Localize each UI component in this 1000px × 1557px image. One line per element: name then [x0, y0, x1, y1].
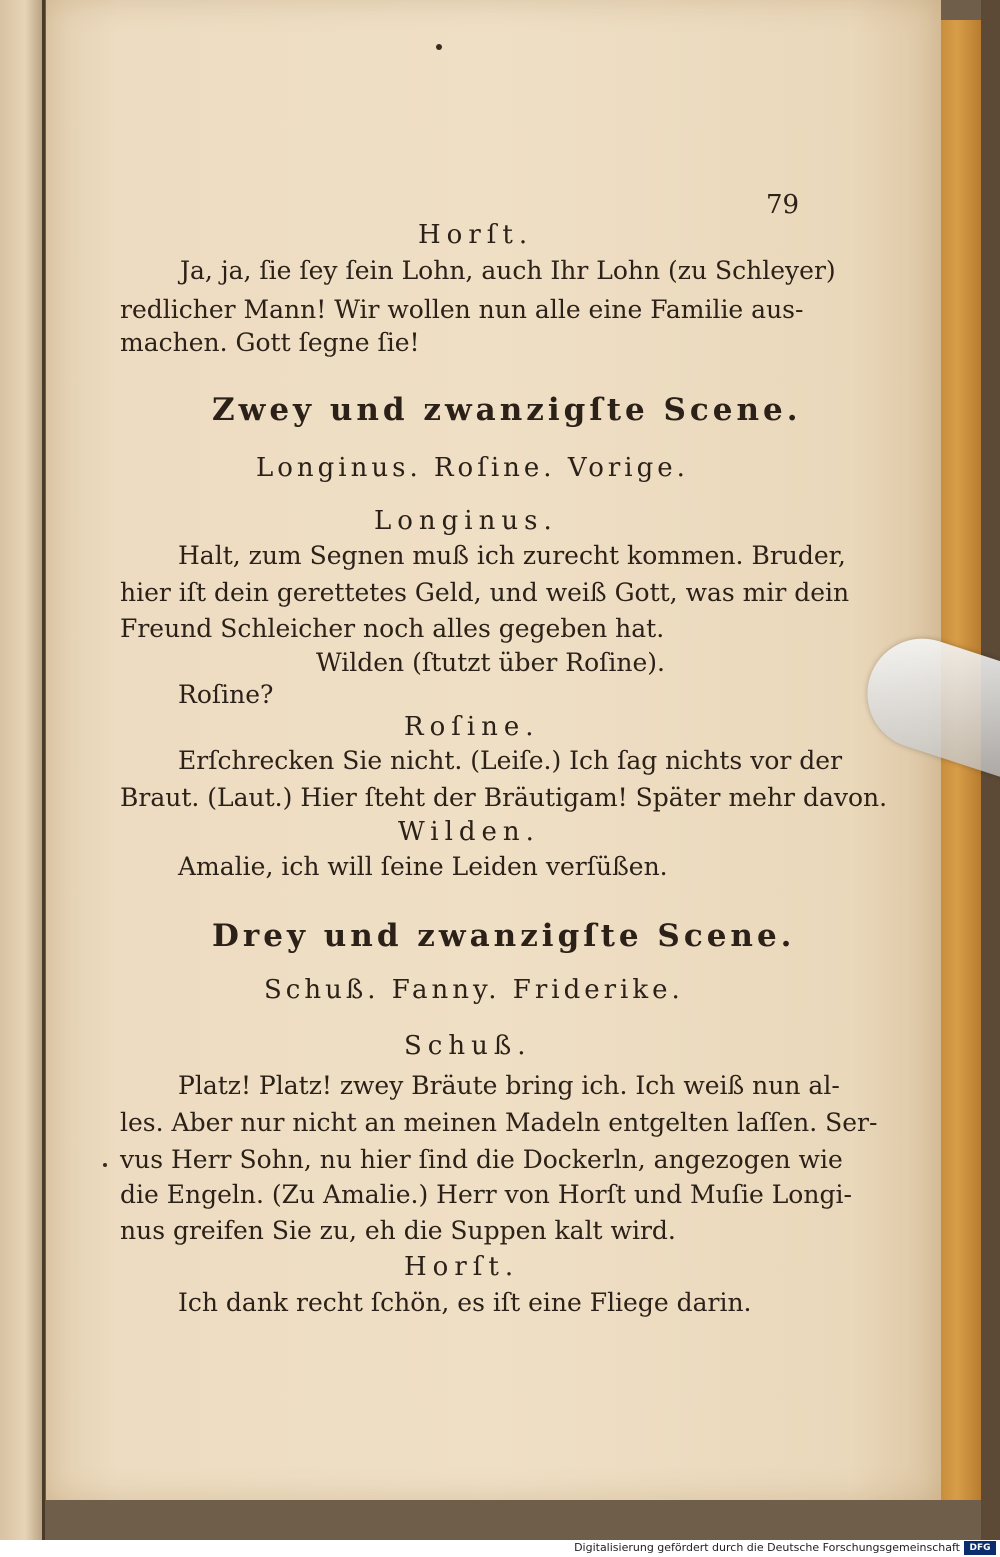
text-line: Platz! Platz! zwey Bräute bring ich. Ich weiß nun al-: [178, 1071, 840, 1100]
text-line: hier iſt dein gerettetes Geld, und weiß Gott, was mir dein: [120, 578, 850, 607]
text-line: les. Aber nur nicht an meinen Madeln entgelten laſſen. Ser-: [120, 1108, 878, 1137]
scene-title: Zwey und zwanzigſte Scene.: [212, 392, 802, 428]
ink-dot: [436, 44, 442, 50]
text-line: Ja, ja, ſie ſey ſein Lohn, auch Ihr Lohn (zu Schleyer): [180, 256, 836, 285]
speaker-name: Horſt.: [404, 1252, 520, 1282]
cast-list: Schuß. Fanny. Friderike.: [264, 975, 684, 1005]
funding-note: Digitalisierung gefördert durch die Deutsche Forschungsgemeinschaft: [574, 1541, 960, 1554]
footer-bar: [0, 1540, 1000, 1557]
dfg-logo-icon: DFG: [964, 1541, 996, 1555]
text-line: redlicher Mann! Wir wollen nun alle eine Familie aus-: [120, 295, 804, 324]
text-line: Braut. (Laut.) Hier ſteht der Bräutigam! Später mehr davon.: [120, 783, 888, 812]
speaker-name: Roſine.: [404, 712, 540, 742]
text-line: die Engeln. (Zu Amalie.) Herr von Horſt und Muſie Longi-: [120, 1180, 852, 1209]
scene-title: Drey und zwanzigſte Scene.: [212, 918, 796, 954]
text-line: machen. Gott ſegne ſie!: [120, 328, 420, 357]
speaker-name: Horſt.: [418, 220, 534, 250]
text-line: nus greifen Sie zu, eh die Suppen kalt wird.: [120, 1216, 676, 1245]
text-line: vus Herr Sohn, nu hier ſind die Dockerln, angezogen wie: [120, 1145, 843, 1174]
cast-list: Longinus. Roſine. Vorige.: [256, 453, 689, 483]
speaker-name: Schuß.: [404, 1031, 532, 1061]
ink-dot: [103, 1163, 107, 1167]
speaker-name: Longinus.: [374, 506, 558, 536]
text-line: Freund Schleicher noch alles gegeben hat.: [120, 614, 665, 643]
text-line: Roſine?: [178, 680, 274, 709]
text-line: Halt, zum Segnen muß ich zurecht kommen. Bruder,: [178, 541, 846, 570]
speaker-name: Wilden.: [398, 817, 540, 847]
speaker-with-direction: Wilden (ſtutzt über Roſine).: [316, 648, 665, 677]
text-line: Amalie, ich will ſeine Leiden verſüßen.: [178, 852, 668, 881]
previous-page-edge: [0, 0, 45, 1540]
text-line: Ich dank recht ſchön, es iſt eine Fliege darin.: [178, 1288, 752, 1317]
text-line: Erſchrecken Sie nicht. (Leiſe.) Ich ſag nichts vor der: [178, 746, 843, 775]
page-number: 79: [766, 190, 800, 220]
